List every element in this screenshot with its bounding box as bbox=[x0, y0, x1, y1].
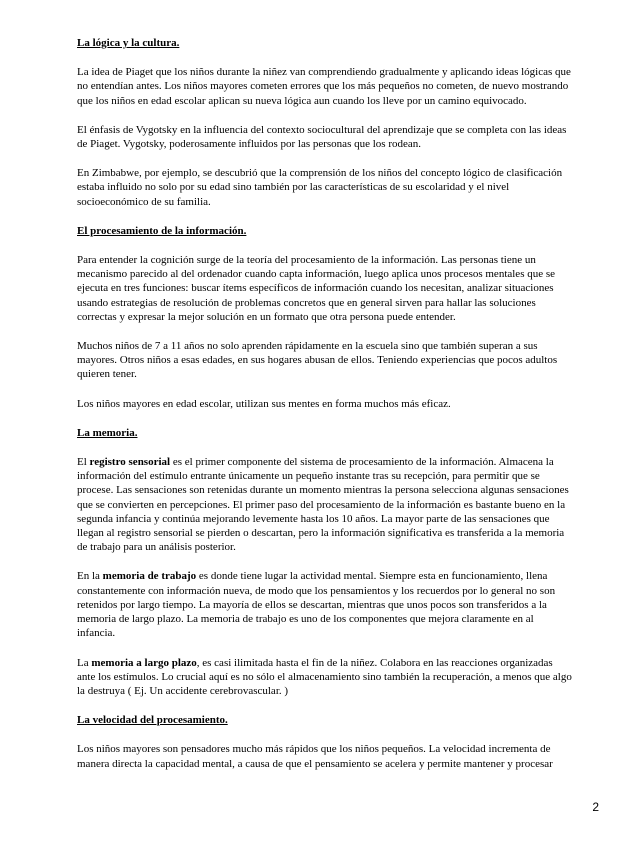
paragraph-memoria-largo-plazo bbox=[77, 656, 573, 699]
heading-memoria: La memoria. bbox=[77, 426, 138, 439]
paragraph-vygotsky: El énfasis de Vygotsky en la influencia del contexto sociocultural del aprendizaje que se completa con las ideas de Piaget. Vygotsky, poderosamente influidos por las personas que los rodean. bbox=[77, 123, 567, 151]
paragraph-piaget: La idea de Piaget que los niños durante la niñez van comprendiendo gradualmente y aplicando ideas lógicas que no entendían antes. Los niños mayores cometen errores que los más pequeños no cometen, de nuevo mostrando que los niños en edad escolar aplican su nueva lógica aun cuando los lleve por un camino equivocado. bbox=[77, 66, 571, 107]
term-memoria-trabajo: memoria de trabajo bbox=[102, 570, 197, 583]
document-page bbox=[77, 36, 573, 786]
paragraph-ninos-7-11: Muchos niños de 7 a 11 años no solo aprenden rápidamente en la escuela sino que también superan a sus mayores. Otros niños a esas edades, en sus hogares abusan de ellos. Teniendo experiencias que pocos adultos quieren tener. bbox=[77, 340, 558, 381]
text-fragment: El bbox=[77, 456, 90, 469]
paragraph-memoria-trabajo bbox=[77, 569, 573, 640]
paragraph-mentes-eficaz: Los niños mayores en edad escolar, utilizan sus mentes en forma muchos más eficaz. bbox=[77, 397, 451, 410]
paragraph-velocidad: Los niños mayores son pensadores mucho más rápidos que los niños pequeños. La velocidad incrementa de manera directa la capacidad mental, a causa de que el pensamiento se acelera y permite mantener y procesar bbox=[77, 743, 553, 770]
text-fragment: La bbox=[77, 656, 92, 669]
page-number: 2 bbox=[592, 800, 599, 814]
term-memoria-largo-plazo: memoria a largo plazo bbox=[91, 656, 197, 669]
heading-velocidad: La velocidad del procesamiento. bbox=[77, 714, 228, 727]
paragraph-registro-sensorial bbox=[77, 455, 573, 554]
text-fragment: es donde tiene lugar la actividad mental. Siempre esta en funcionamiento, llena constantemente con información nueva, de modo que los pensamientos y los recuerdos por lo general no son retenidos por largo tiempo. La mayoría de ellos se descartan, mientras que unos pocos son transferidos a la memoria de largo plazo. La memoria de trabajo es uno de los componentes que mejora claramente en al infancia. bbox=[77, 570, 556, 640]
text-fragment: En la bbox=[77, 570, 103, 583]
paragraph-zimbabwe: En Zimbabwe, por ejemplo, se descubrió que la comprensión de los niños del concepto lógico de clasificación estaba influido no solo por su edad sino también por las características de su escolaridad y el nivel socioeconómico de su familia. bbox=[77, 167, 563, 208]
text-fragment: es el primer componente del sistema de procesamiento de la información. Almacena la información del estímulo entrante únicamente un pequeño instante tras su recepción, para permitir que se procese. Las sensaciones son retenidas durante un momento mientras la persona selecciona algunas sensaciones que se convierten en percepciones. El primer paso del procesamiento de la información es bastante bueno en la segunda infancia y continúa mejorando levemente hasta los 10 años. La mayor parte de las sensaciones que llegan al registro sensorial se pierden o descartan, pero la información significativa es transferida a la memoria de trabajo para un análisis posterior. bbox=[77, 456, 569, 554]
paragraph-cognicion: Para entender la cognición surge de la teoría del procesamiento de la información. Las personas tiene un mecanismo parecido al del ordenador cuando capta información, luego aplica unos procesos mentales que se ejecuta en tres funciones: buscar ítems específicos de información cuando los necesitan, analizar situaciones usando estrategias de resolución de problemas concretos que en general sirven para hallar las soluciones correctas y expresar la mejor solución en un formato que otra persona puede entender. bbox=[77, 254, 556, 323]
term-registro-sensorial: registro sensorial bbox=[89, 456, 171, 469]
heading-logica-cultura: La lógica y la cultura. bbox=[77, 37, 180, 49]
heading-procesamiento: El procesamiento de la información. bbox=[77, 224, 247, 237]
text-fragment: , es casi ilimitada hasta el fin de la niñez. Colabora en las reacciones organizadas ante los estímulos. Lo crucial aquí es no sólo el almacenamiento sino también la recuperación, a menos que algo la destruya ( Ej. Un accidente cerebrovascular. ) bbox=[77, 656, 572, 697]
